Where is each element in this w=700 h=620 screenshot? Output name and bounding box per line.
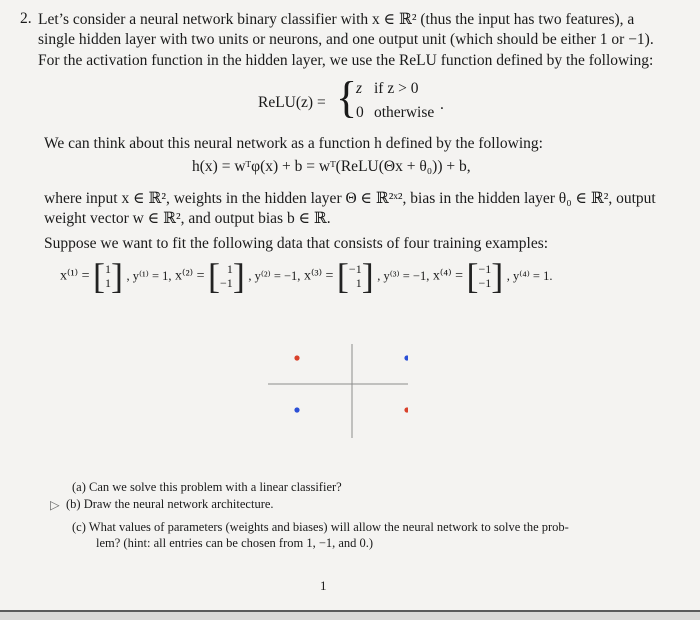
example-1-x-label: x⁽¹⁾ =	[60, 268, 90, 284]
bracket-right: ]	[361, 256, 374, 296]
example-2-x2: −1	[220, 276, 233, 290]
bracket-left: [	[208, 256, 221, 296]
bracket-right: ]	[110, 256, 123, 296]
problem-line-1: Let’s consider a neural network binary classifier with x ∈ ℝ² (thus the input has two features), a	[38, 11, 635, 28]
relu-case2-value: 0	[356, 104, 364, 121]
example-1	[60, 256, 175, 296]
problem-line-2: single hidden layer with two units or neurons, and one output unit (which should be either 1 or −1).	[38, 31, 654, 48]
data-point-2	[404, 407, 408, 412]
bracket-left: [	[336, 256, 349, 296]
relu-case1-value: z	[356, 80, 363, 97]
page-number: 1	[320, 578, 327, 593]
example-2-y-label: , y⁽²⁾ = −1,	[248, 269, 301, 283]
data-point-4	[294, 407, 299, 412]
problem-line-7: Suppose we want to fit the following data that consists of four training examples:	[44, 235, 549, 252]
question-b: (b) Draw the neural network architecture.	[66, 497, 274, 511]
example-3-x-label: x⁽³⁾ =	[303, 268, 334, 284]
problem-line-5: where input x ∈ ℝ², weights in the hidden layer Θ ∈ ℝ²ˣ², bias in the hidden layer θ₀ ∈ ℝ², output	[44, 190, 656, 207]
example-4-x1: −1	[478, 262, 492, 276]
example-2	[175, 256, 304, 296]
example-1-x2: 1	[104, 276, 111, 290]
relu-case2-condition: otherwise	[374, 104, 435, 121]
bracket-right: ]	[491, 256, 504, 296]
example-4-vector	[478, 262, 491, 290]
bracket-left: [	[92, 256, 105, 296]
example-1-y-label: , y⁽¹⁾ = 1,	[126, 269, 172, 283]
example-4-x-label: x⁽⁴⁾ =	[432, 268, 463, 284]
relu-lhs: ReLU(z) =	[258, 94, 326, 111]
cursor-pointer-icon: ▷	[50, 498, 60, 512]
data-point-3	[294, 355, 299, 360]
question-c-line-2: lem? (hint: all entries can be chosen from 1, −1, and 0.)	[96, 536, 374, 550]
h-equation: h(x) = wᵀφ(x) + b = wᵀ(ReLU(Θx + θ₀)) + b,	[192, 158, 471, 175]
xor-scatter-plot	[268, 344, 408, 438]
example-2-x1: 1	[226, 262, 233, 276]
example-3-x2: 1	[355, 276, 362, 290]
relu-period: .	[440, 96, 444, 113]
relu-case1-condition: if z > 0	[374, 80, 419, 97]
example-3	[303, 256, 433, 296]
example-1-x1: 1	[104, 262, 111, 276]
example-4-x2: −1	[478, 276, 492, 290]
problem-line-6: weight vector w ∈ ℝ², and output bias b ∈ ℝ.	[44, 210, 331, 227]
bracket-left: [	[466, 256, 479, 296]
page-footer-bar	[0, 612, 700, 620]
example-4	[432, 256, 553, 296]
problem-line-4: We can think about this neural network as a function h defined by the following:	[44, 135, 543, 152]
example-4-y-label: , y⁽⁴⁾ = 1.	[506, 269, 553, 283]
relu-brace: {	[336, 73, 358, 122]
example-2-vector	[220, 262, 233, 290]
training-examples	[60, 258, 552, 294]
problem-number: 2.	[20, 10, 32, 27]
example-2-x-label: x⁽²⁾ =	[175, 268, 205, 284]
example-3-vector	[349, 262, 362, 290]
example-3-y-label: , y⁽³⁾ = −1,	[377, 269, 430, 283]
problem-line-3: For the activation function in the hidden layer, we use the ReLU function defined by the following:	[38, 52, 654, 69]
example-3-x1: −1	[348, 262, 362, 276]
question-c-line-1: (c) What values of parameters (weights and biases) will allow the neural network to solve the prob-	[72, 520, 569, 534]
question-a: (a) Can we solve this problem with a linear classifier?	[72, 480, 342, 494]
data-point-1	[404, 355, 408, 360]
bracket-right: ]	[232, 256, 245, 296]
